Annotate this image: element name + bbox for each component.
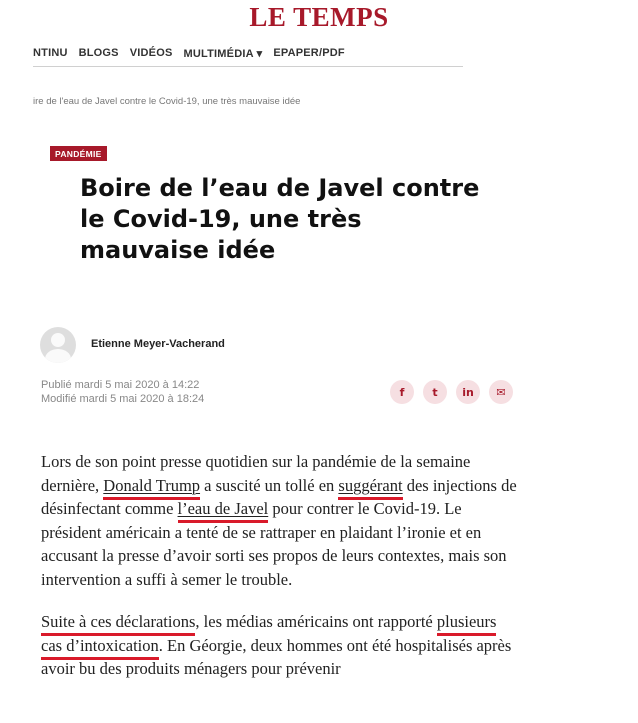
twitter-icon[interactable]: t (423, 380, 447, 404)
text: a suscité un tollé en (200, 475, 339, 495)
nav-item-blogs[interactable]: BLOGS (78, 47, 119, 59)
nav-item-epaper[interactable]: EPAPER/PDF (273, 47, 345, 59)
paragraph-1 (41, 450, 521, 591)
author-avatar (40, 327, 76, 363)
published-date: Publié mardi 5 mai 2020 à 14:22 (41, 379, 200, 391)
link-suggerant[interactable]: suggérant (338, 476, 402, 500)
link-eau-de-javel[interactable]: l’eau de Javel (178, 499, 269, 523)
article-dates (41, 378, 204, 406)
linkedin-icon[interactable]: in (456, 380, 480, 404)
text: des injections de désinfectant comme (41, 475, 517, 518)
paragraph-2 (41, 610, 521, 681)
site-logo[interactable]: LE TEMPS (249, 2, 389, 32)
facebook-icon[interactable]: f (390, 380, 414, 404)
nav-item-multimedia[interactable]: MULTIMÉDIA ▾ (183, 48, 263, 60)
article-body (41, 450, 521, 700)
main-nav (33, 47, 463, 67)
text: pour contrer le Covid-19. Le président américain a tenté de se rattraper en plaidant l’ironie et en accusant la presse d’avoir sorti ses propos de leurs contextes, mais son intervention a suffi à semer le trouble. (41, 499, 507, 589)
article-title: Boire de l’eau de Javel contre le Covid-19, une très mauvaise idée (80, 174, 480, 264)
text: Lors de son point presse quotidien sur la pandémie de la semaine dernière, (41, 452, 471, 495)
avatar-shoulders-shape (45, 349, 71, 363)
author-name[interactable]: Etienne Meyer-Vacherand (91, 338, 225, 350)
text: . En Géorgie, deux hommes ont été hospitalisés après avoir bu des produits ménagers pour prévenir (41, 635, 512, 678)
highlight-intoxication: plusieurs cas d’intoxication (41, 612, 496, 660)
text: , les médias américains ont rapporté (195, 612, 437, 631)
nav-item-videos[interactable]: VIDÉOS (129, 47, 173, 59)
share-buttons (390, 380, 513, 404)
avatar-head-shape (51, 333, 65, 347)
category-tag[interactable]: PANDÉMIE (50, 146, 107, 161)
nav-item-continu[interactable]: NTINU (33, 47, 68, 59)
highlight-declarations: Suite à ces déclarations (41, 612, 195, 636)
breadcrumb: ire de l'eau de Javel contre le Covid-19, une très mauvaise idée (33, 96, 301, 107)
modified-date: Modifié mardi 5 mai 2020 à 18:24 (41, 393, 205, 405)
email-icon[interactable]: ✉ (489, 380, 513, 404)
link-donald-trump[interactable]: Donald Trump (103, 476, 200, 500)
